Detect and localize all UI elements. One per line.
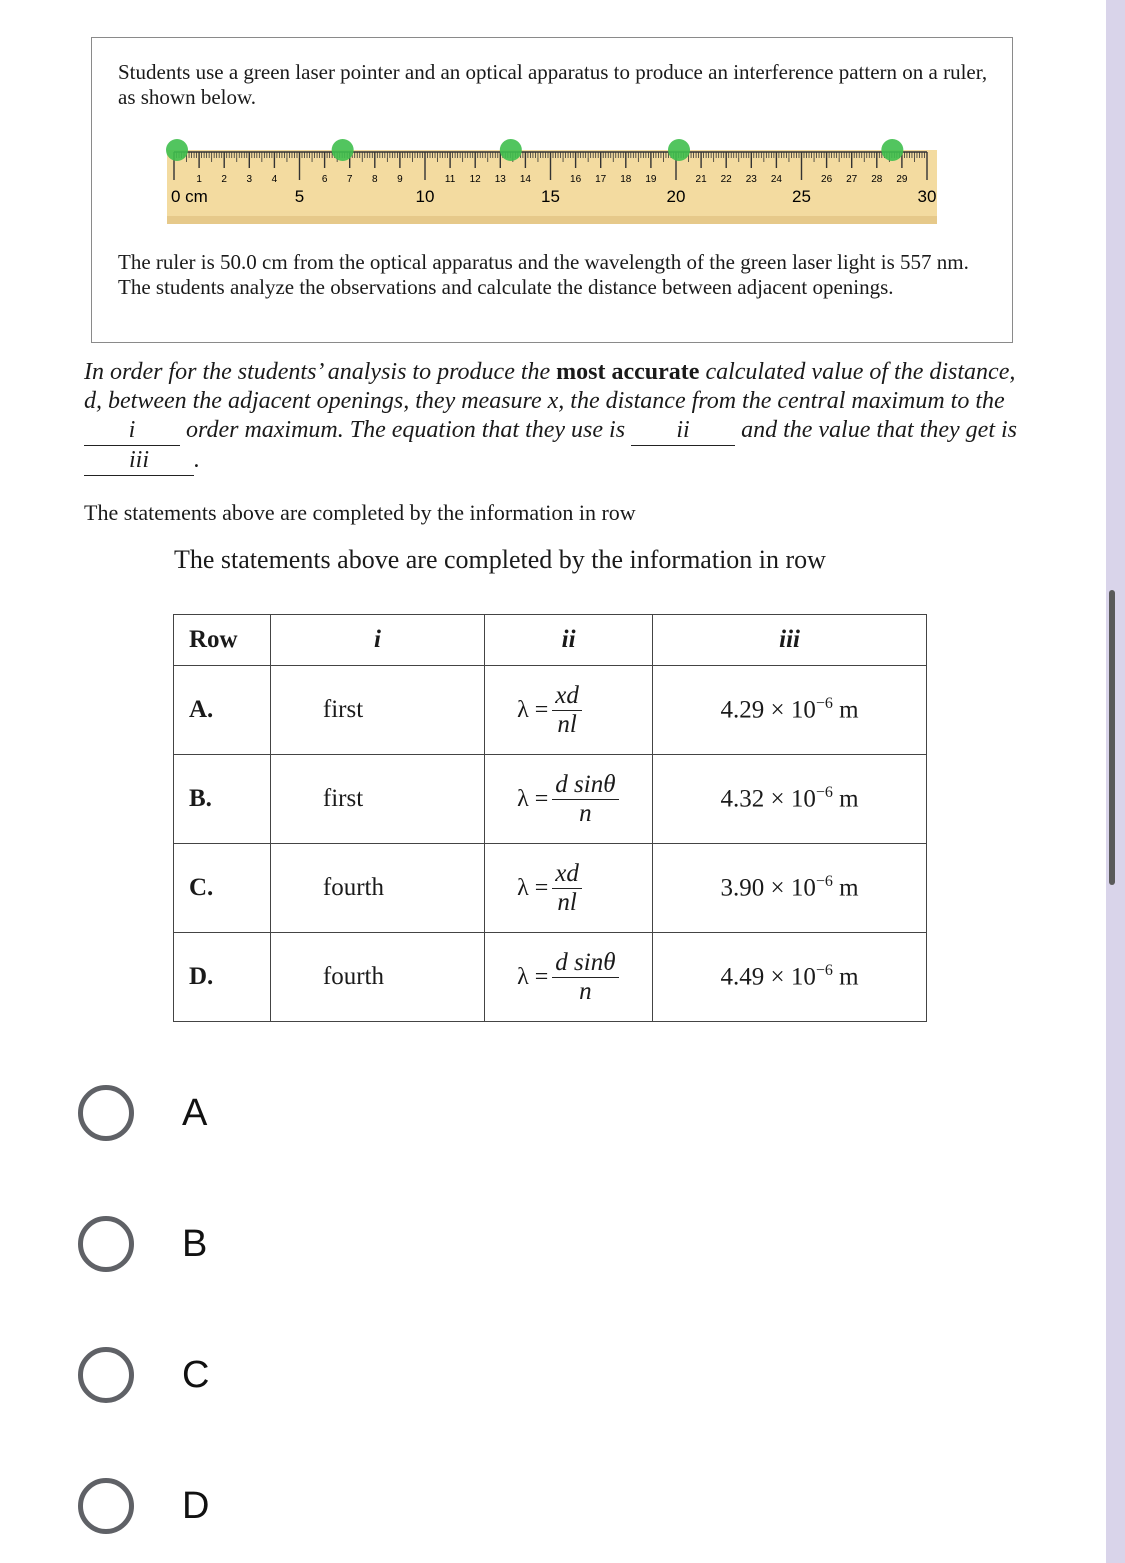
- ruler-major-label: 25: [792, 187, 811, 206]
- laser-dot: [332, 139, 354, 161]
- ruler-minor-label: 14: [519, 174, 531, 185]
- header-ii: ii: [485, 615, 653, 666]
- table-row: [174, 755, 927, 844]
- ruler-minor-label: 12: [469, 174, 481, 185]
- radio-button[interactable]: [78, 1347, 134, 1403]
- ruler-minor-label: 9: [397, 174, 403, 185]
- ruler-minor-label: 6: [321, 174, 328, 185]
- ruler-major-label: 15: [541, 187, 560, 206]
- question-stem-repeat: The statements above are completed by the information in row: [174, 545, 826, 574]
- ruler-minor-label: 29: [896, 174, 908, 185]
- row-label: C.: [174, 844, 271, 933]
- header-iii: iii: [653, 615, 927, 666]
- ruler-minor-label: 16: [570, 174, 582, 185]
- table-row: [174, 666, 927, 755]
- row-value: $4.29 \times 10^{-6}$ m: [653, 666, 927, 755]
- table-row: [174, 933, 927, 1022]
- ruler-body: [167, 150, 937, 222]
- row-label: A.: [174, 666, 271, 755]
- row-order: first: [270, 666, 484, 755]
- row-equation: λ = $\frac{xd}{nl}$: [485, 666, 653, 755]
- question-emphasis: most accurate: [556, 359, 700, 385]
- laser-dot: [881, 139, 903, 161]
- ruler-minor-label: 7: [346, 174, 353, 185]
- header-i: i: [270, 615, 484, 666]
- row-equation: λ = $\frac{\text{d sinθ}}{n}$: [485, 933, 653, 1022]
- laser-dot: [166, 139, 188, 161]
- ruler-minor-label: 2: [221, 174, 227, 185]
- ruler-major-label: 20: [666, 187, 686, 206]
- radio-button[interactable]: [78, 1085, 134, 1141]
- laser-dot: [668, 139, 690, 161]
- row-label: D.: [174, 933, 271, 1022]
- row-equation: λ = $\frac{\text{d sinθ}}{n}$: [485, 755, 653, 844]
- laser-dot: [500, 139, 522, 161]
- radio-button[interactable]: [78, 1216, 134, 1272]
- row-value: $3.90 \times 10^{-6}$ m: [653, 844, 927, 933]
- ruler-minor-label: 24: [770, 174, 782, 185]
- ruler-figure: [162, 138, 942, 268]
- ruler-minor-label: 18: [620, 174, 632, 185]
- option-c[interactable]: [78, 1340, 378, 1410]
- option-label: D: [182, 1484, 210, 1527]
- question-text: In order for the students’ analysis to produce the most accurate calculated value of the distance, d, between the adjacent openings, they measure x, the distance from the central maximum to the i order maximum. The equation that they use is ii and the value that they get is iii .: [84, 358, 1019, 476]
- row-value: $4.49 \times 10^{-6}$ m: [653, 933, 927, 1022]
- ruler-minor-label: 8: [372, 174, 378, 185]
- row-order: first: [270, 755, 484, 844]
- scrollbar-thumb[interactable]: [1109, 590, 1115, 885]
- ruler-minor-label: 11: [444, 174, 456, 185]
- ruler-minor-label: 13: [494, 174, 506, 185]
- option-label: C: [182, 1353, 210, 1396]
- ruler-major-label: 5: [294, 187, 305, 206]
- ruler-minor-label: 1: [196, 174, 202, 185]
- context-box: [91, 37, 1013, 343]
- row-order: fourth: [270, 844, 484, 933]
- ruler-minor-label: 17: [595, 174, 607, 185]
- table-header-row: [174, 615, 927, 666]
- ruler-minor-label: 4: [271, 174, 278, 185]
- context-followup: The ruler is 50.0 cm from the optical apparatus and the wavelength of the green laser light is 557 nm. The students analyze the observations and calculate the distance between adjacent openings.: [118, 250, 969, 299]
- row-order: fourth: [270, 933, 484, 1022]
- option-d[interactable]: [78, 1471, 378, 1541]
- ruler-minor-label: 3: [246, 174, 253, 185]
- radio-button[interactable]: [78, 1478, 134, 1534]
- ruler-minor-label: 19: [645, 174, 657, 185]
- row-label: B.: [174, 755, 271, 844]
- table-row: [174, 844, 927, 933]
- ruler-major-label: 30: [917, 187, 937, 206]
- option-b[interactable]: [78, 1209, 378, 1279]
- option-a[interactable]: [78, 1078, 378, 1148]
- blank-i: i: [84, 416, 180, 446]
- header-row: Row: [174, 615, 271, 666]
- blank-iii: iii: [84, 446, 194, 476]
- ruler-minor-label: 21: [695, 174, 707, 185]
- option-label: A: [182, 1091, 208, 1134]
- ruler-unit-label: 0 cm: [171, 187, 208, 206]
- ruler-minor-label: 28: [871, 174, 883, 185]
- option-label: B: [182, 1222, 208, 1265]
- blank-ii: ii: [631, 416, 735, 446]
- row-equation: λ = $\frac{xd}{nl}$: [485, 844, 653, 933]
- ruler-minor-label: 27: [846, 174, 858, 185]
- ruler-major-label: 10: [415, 187, 435, 206]
- row-value: $4.32 \times 10^{-6}$ m: [653, 755, 927, 844]
- question-stem: The statements above are completed by the information in row: [84, 500, 636, 525]
- context-intro: Students use a green laser pointer and an optical apparatus to produce an interference pattern on a ruler, as shown below.: [118, 60, 988, 109]
- ruler-minor-label: 23: [745, 174, 757, 185]
- answer-table: [173, 614, 927, 1022]
- ruler-minor-label: 26: [821, 174, 833, 185]
- ruler-minor-label: 22: [720, 174, 732, 185]
